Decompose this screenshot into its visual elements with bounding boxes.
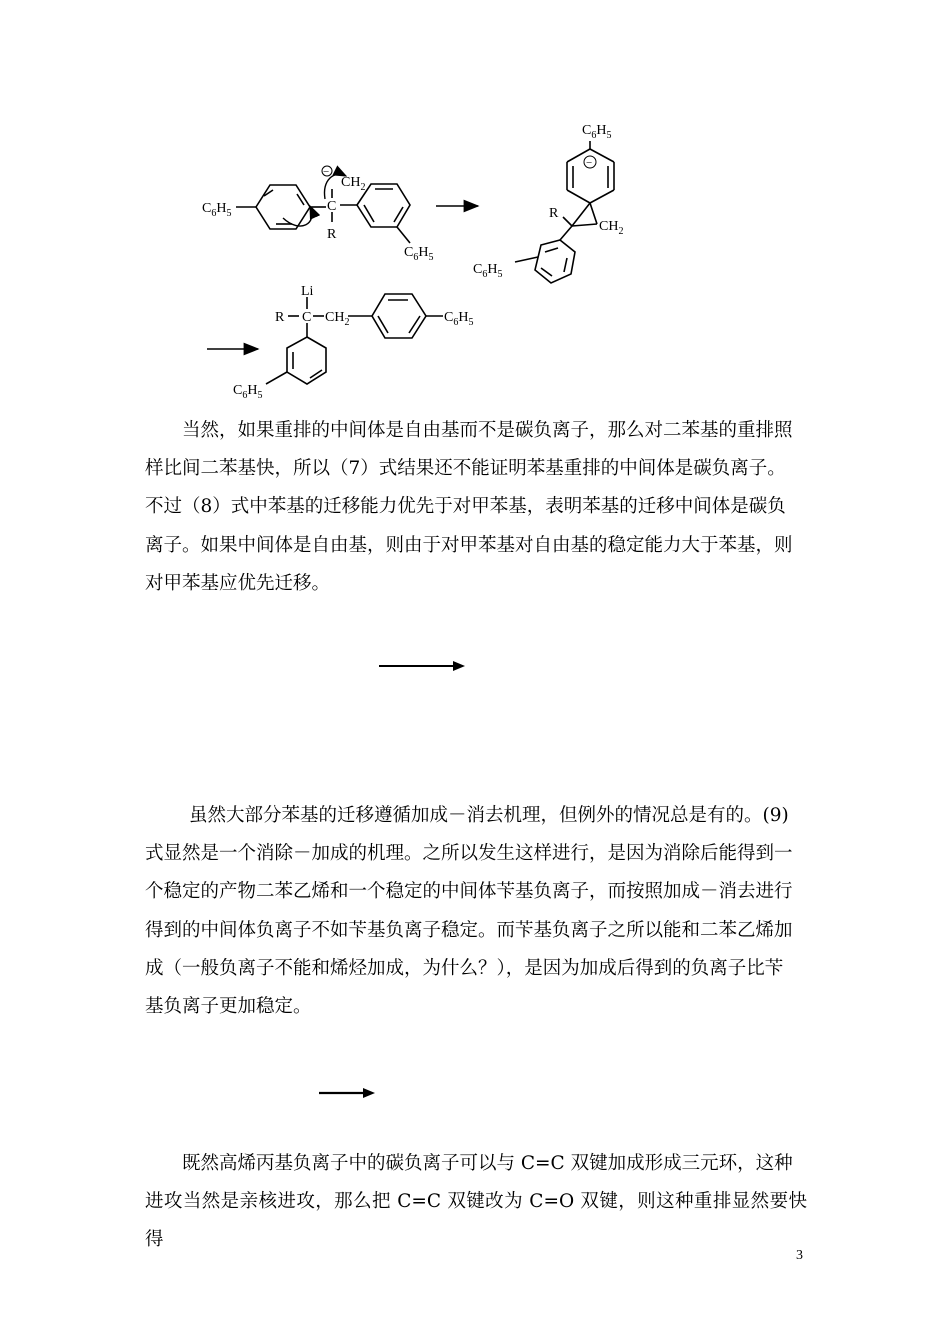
reaction-arrow (375, 656, 475, 676)
li-label: Li (301, 284, 314, 299)
paragraph-line: 成（一般负离子不能和烯烃加成，为什么？），是因为加成后得到的负离子比苄 (145, 957, 784, 979)
reaction-scheme (0, 0, 950, 420)
paragraph-line: 个稳定的产物二苯乙烯和一个稳定的中间体苄基负离子，而按照加成－消去进行 (145, 881, 793, 903)
page-number: 3 (796, 1248, 803, 1263)
minus-charge-2: − (586, 157, 593, 169)
reaction-arrow (316, 1083, 396, 1103)
paragraph-1 (145, 412, 807, 603)
paragraph-line: 式显然是一个消除－加成的机理。之所以发生这样进行，是因为消除后能得到一 (145, 843, 793, 865)
c6h5-label: $C_6H_5$ (233, 383, 263, 401)
paragraph-line: 虽然大部分苯基的迁移遵循加成－消去机理，但例外的情况总是有的。(9) (189, 805, 789, 826)
paragraph-line: 对甲苯基应优先迁移。 (145, 572, 331, 594)
c6h5-label: $C_6H_5$ (473, 262, 503, 280)
benzene-ring-1 (256, 185, 310, 229)
ch2-label: $CH_2$ (325, 310, 350, 328)
paragraph-line: 不过（8）式中苯基的迁移能力优先于对甲苯基，表明苯基的迁移中间体是碳负 (145, 496, 786, 518)
paragraph-line: 得到的中间体负离子不如苄基负离子稳定。而苄基负离子之所以能和二苯乙烯加 (145, 919, 793, 941)
r-label: R (275, 310, 285, 325)
paragraph-line: 进攻当然是亲核进攻，那么把 C=C 双键改为 C=O 双键，则这种重排显然要快得 (145, 1191, 807, 1251)
paragraph-line: 基负离子更加稳定。 (145, 996, 312, 1018)
r-label: R (327, 227, 337, 242)
carbon-label: C (302, 310, 312, 325)
paragraph-line: 当然，如果重排的中间体是自由基而不是碳负离子，那么对二苯基的重排照 (182, 420, 793, 441)
paragraph-line: 样比间二苯基快，所以（7）式结果还不能证明苯基重排的中间体是碳负离子。 (145, 458, 786, 480)
ch2-label: $CH_2$ (341, 175, 366, 193)
c6h5-label: $C_6H_5$ (444, 310, 474, 328)
r-label: R (549, 206, 559, 221)
paragraph-line: 离子。如果中间体是自由基，则由于对甲苯基对自由基的稳定能力大于苯基，则 (145, 534, 793, 556)
c6h5-label: $C_6H_5$ (404, 245, 434, 263)
paragraph-line: 既然高烯丙基负离子中的碳负离子可以与 C=C 双键加成形成三元环，这种 (182, 1153, 793, 1174)
carbon-label: C (327, 199, 337, 214)
paragraph-3 (145, 1145, 807, 1260)
ch2-label: $CH_2$ (599, 219, 624, 237)
paragraph-2 (145, 797, 807, 1026)
c6h5-label: $C_6H_5$ (202, 201, 232, 219)
minus-charge-1: − (323, 166, 330, 178)
c6h5-label: $C_6H_5$ (582, 123, 612, 141)
